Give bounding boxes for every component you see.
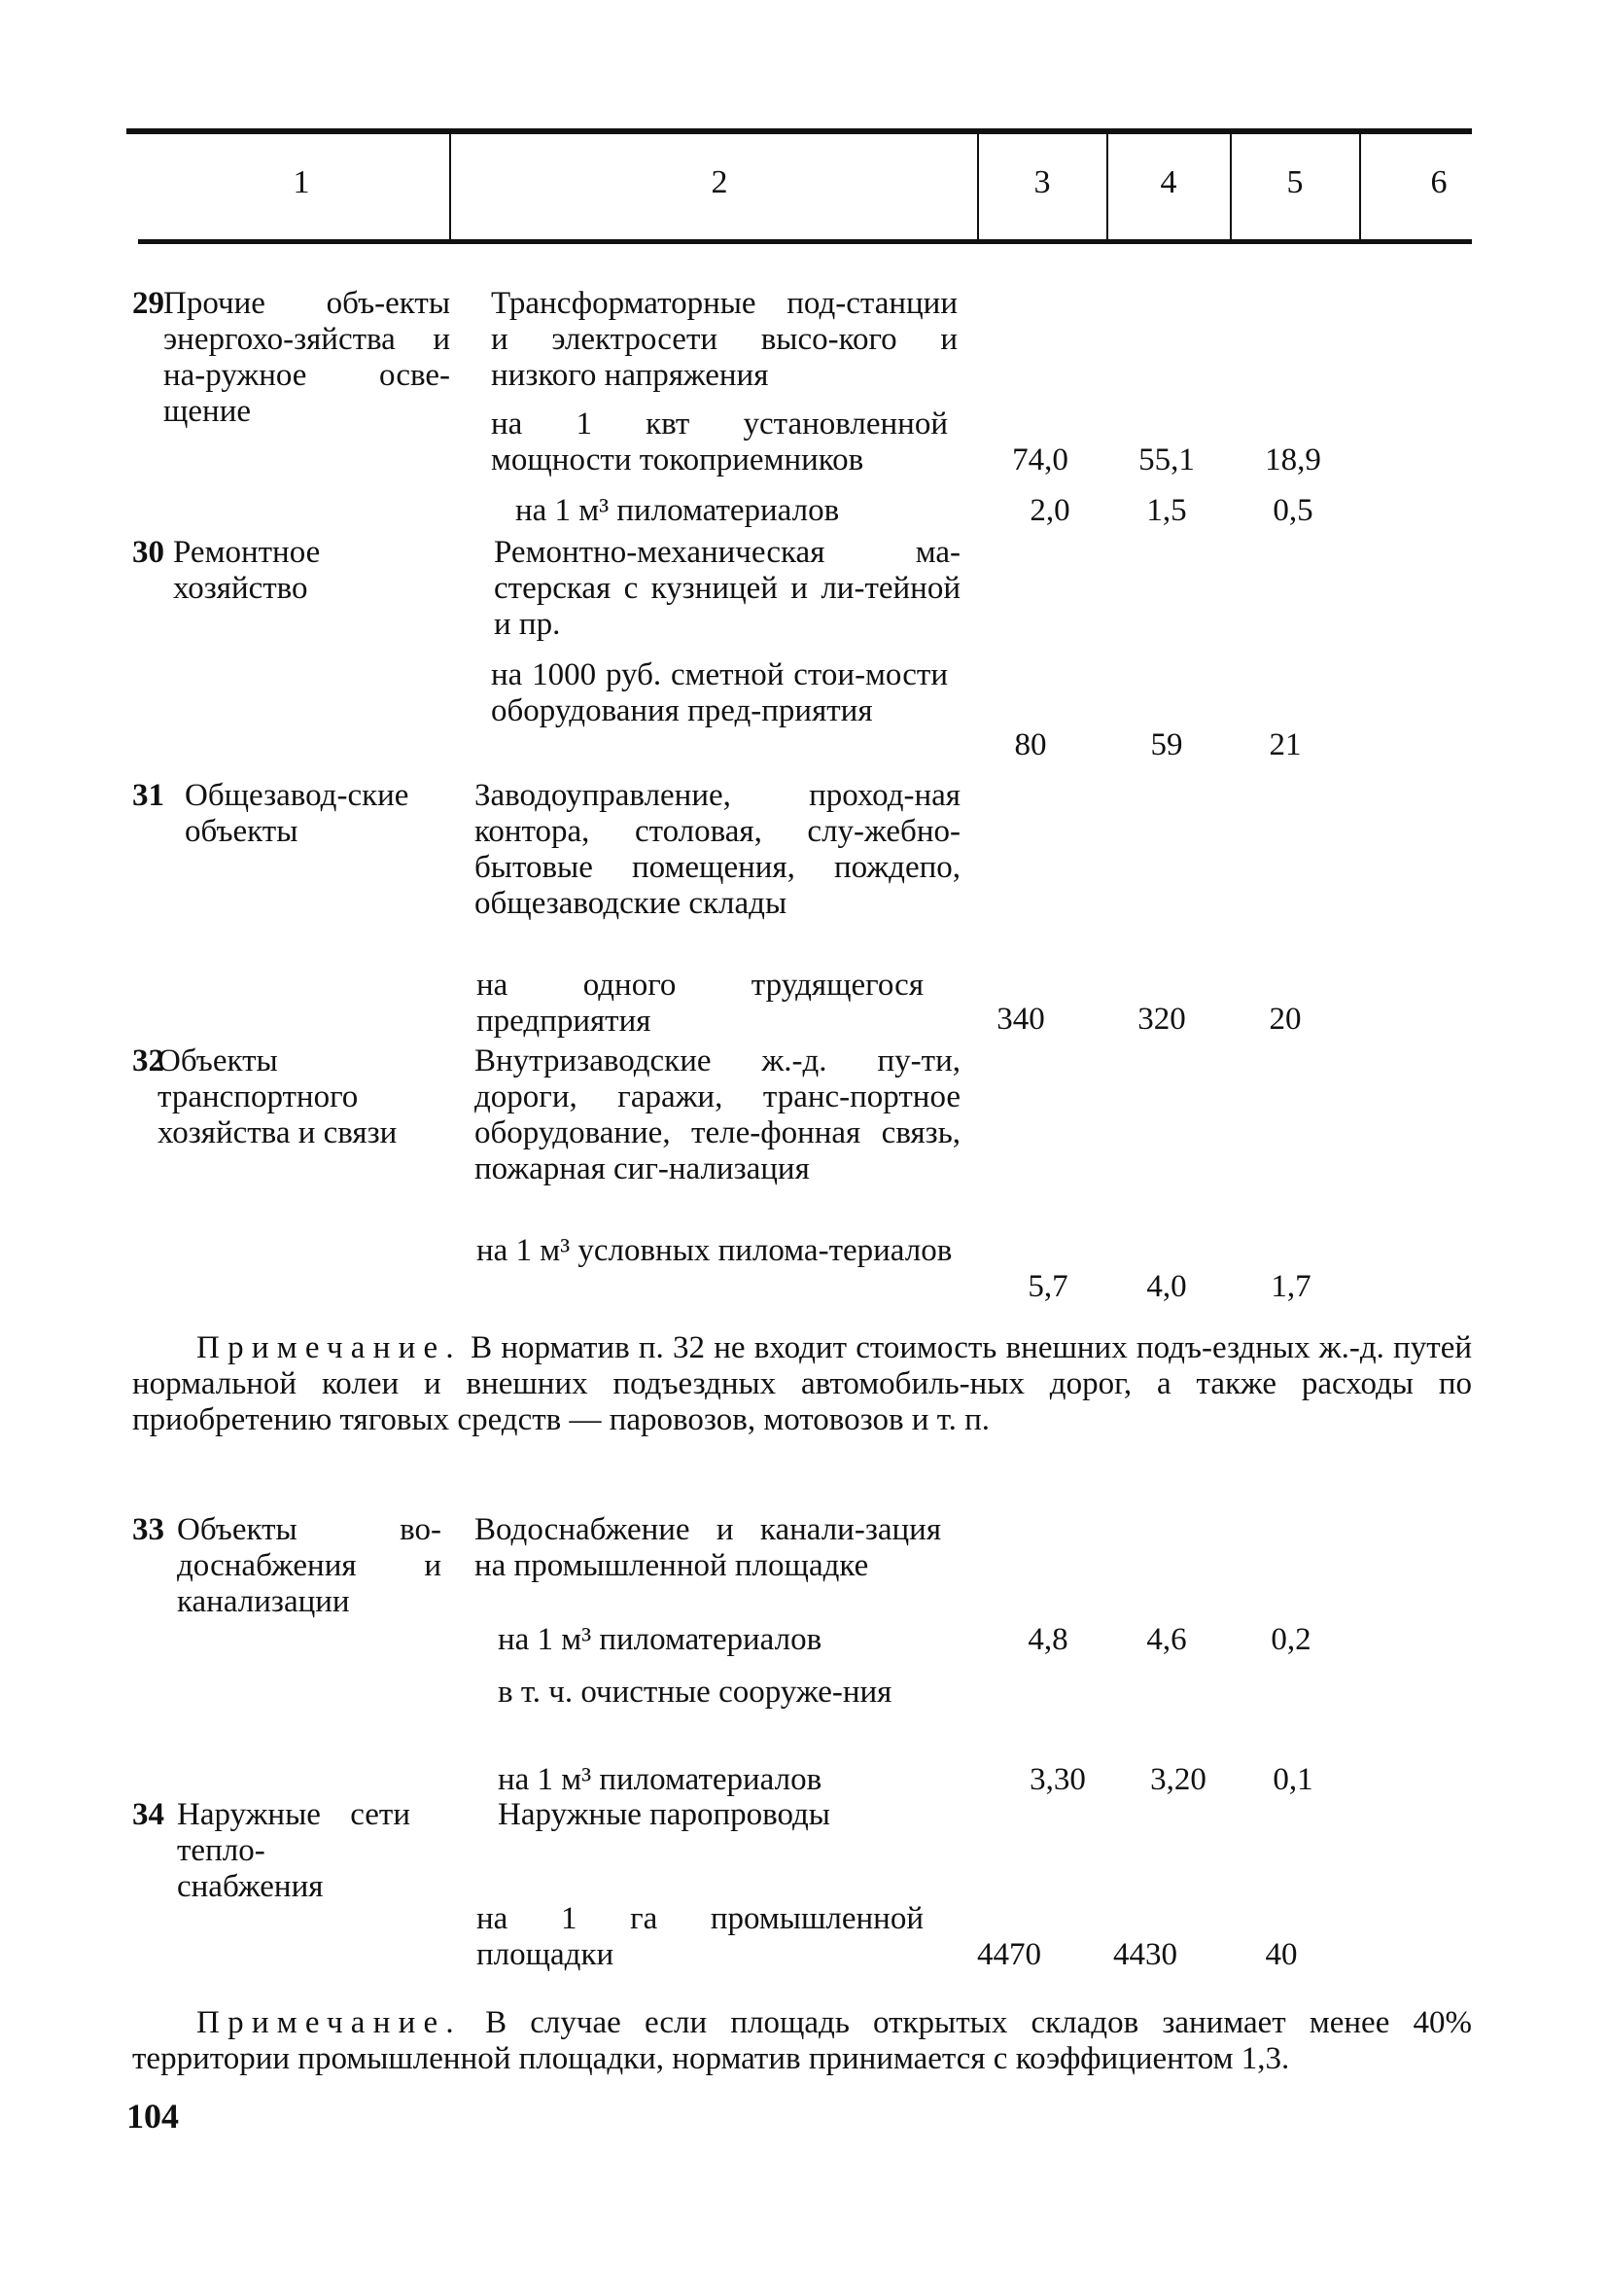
row-value-col5: 18,9 xyxy=(1265,442,1321,477)
row-value-col3: 74,0 xyxy=(1012,442,1068,477)
note-label: Примечание. xyxy=(196,2005,462,2040)
row-number: 32 xyxy=(132,1043,164,1078)
column-header-2: 2 xyxy=(711,164,728,200)
row-unit: на 1 м³ условных пилома-териалов xyxy=(476,1233,953,1268)
row-name: Общезавод-ские объекты xyxy=(185,778,409,849)
row-description: Водоснабжение и канали-зация на промышленной площадке xyxy=(474,1512,941,1583)
header-bottom-rule xyxy=(138,239,1472,244)
header-divider-4-5 xyxy=(1230,134,1232,239)
row-number: 33 xyxy=(132,1512,164,1547)
row-value-col4: 320 xyxy=(1137,1002,1186,1037)
note-text: В норматив п. 32 не входит стоимость внешних подъ-ездных ж.-д. путей нормальной колеи и внешних подъездных автомобиль-ных дорог, а также расходы по приобретению тяговых средств — паровозов, мотовозов и т. п. xyxy=(132,1330,1473,1437)
row-unit: на одного трудящегося предприятия xyxy=(476,968,924,1039)
row-number: 30 xyxy=(132,535,164,570)
column-header-1: 1 xyxy=(293,164,310,200)
row-value-col3: 5,7 xyxy=(1028,1269,1068,1304)
row-unit: на 1 м³ пиломатериалов xyxy=(498,1622,822,1657)
row-name: Наружные сети тепло-снабжения xyxy=(177,1797,410,1904)
row-value-col4: 4430 xyxy=(1113,1937,1177,1972)
row-value-col5: 1,7 xyxy=(1271,1269,1311,1304)
row-unit: на 1 квт установленной мощности токоприемников xyxy=(491,406,948,477)
row-value-col3: 80 xyxy=(1014,727,1047,762)
row-number: 29 xyxy=(132,286,164,321)
row-value-col3: 4,8 xyxy=(1028,1622,1068,1657)
row-description: Внутризаводские ж.-д. пу-ти, дороги, гаражи, транс-портное оборудование, теле-фонная связь, пожарная сиг-нализация xyxy=(474,1043,961,1186)
row-description: Трансформаторные под-станции и электросети высо-кого и низкого напряжения xyxy=(491,286,958,393)
row-value-col3: 4470 xyxy=(977,1937,1041,1972)
row-value-col5: 20 xyxy=(1269,1002,1302,1037)
row-description: Заводоуправление, проход-ная контора, столовая, слу-жебно-бытовые помещения, пождепо, общезаводские склады xyxy=(474,778,961,921)
note-label: Примечание. xyxy=(196,1330,462,1365)
row-value-col3: 340 xyxy=(996,1002,1045,1037)
row-value-col3: 3,30 xyxy=(1030,1762,1086,1797)
row-unit: на 1 м³ пиломатериалов xyxy=(498,1762,822,1797)
header-divider-2-3 xyxy=(977,134,979,239)
row-value-col5: 0,5 xyxy=(1273,493,1313,528)
header-divider-3-4 xyxy=(1106,134,1108,239)
row-unit: на 1 м³ пиломатериалов xyxy=(515,493,840,528)
table-note xyxy=(132,1330,1472,1438)
row-value-col5: 0,1 xyxy=(1273,1762,1313,1797)
column-header-4: 4 xyxy=(1160,164,1177,200)
page-note xyxy=(132,2005,1472,2077)
row-value-col4: 1,5 xyxy=(1146,493,1187,528)
row-unit: на 1000 руб. сметной стои-мости оборудования пред-приятия xyxy=(491,657,948,728)
header-divider-5-6 xyxy=(1359,134,1361,239)
row-value-col4: 4,6 xyxy=(1146,1622,1187,1657)
row-value-col5: 21 xyxy=(1269,727,1302,762)
note-text: В случае если площадь открытых складов занимает менее 40% территории промышленной площадки, норматив принимается с коэффициентом 1,3. xyxy=(132,2005,1472,2076)
row-value-col5: 0,2 xyxy=(1271,1622,1311,1657)
row-value-col5: 40 xyxy=(1265,1937,1298,1972)
row-name: Прочие объ-екты энергохо-зяйства и на-ружное осве-щение xyxy=(163,286,450,429)
column-header-5: 5 xyxy=(1286,164,1304,200)
column-header-6: 6 xyxy=(1430,164,1448,200)
row-description: Наружные паропроводы xyxy=(498,1797,830,1832)
column-header-3: 3 xyxy=(1033,164,1051,200)
row-name: Объекты во-доснабжения и канализации xyxy=(177,1512,441,1619)
row-unit: на 1 га промышленной площадки xyxy=(476,1901,924,1972)
row-value-col4: 55,1 xyxy=(1138,442,1195,477)
page-number: 104 xyxy=(126,2097,179,2136)
row-name: Ремонтное хозяйство xyxy=(173,535,321,606)
row-value-col4: 3,20 xyxy=(1150,1762,1206,1797)
row-unit: в т. ч. очистные сооруже-ния xyxy=(498,1675,892,1710)
row-number: 34 xyxy=(132,1797,164,1832)
header-top-rule xyxy=(126,128,1472,134)
row-number: 31 xyxy=(132,778,164,813)
row-value-col3: 2,0 xyxy=(1030,493,1070,528)
row-value-col4: 4,0 xyxy=(1146,1269,1187,1304)
header-divider-1-2 xyxy=(449,134,451,239)
row-name: Объекты транспортного хозяйства и связи xyxy=(157,1043,398,1150)
row-description: Ремонтно-механическая ма-стерская с кузницей и ли-тейной и пр. xyxy=(494,535,961,642)
row-value-col4: 59 xyxy=(1150,727,1183,762)
